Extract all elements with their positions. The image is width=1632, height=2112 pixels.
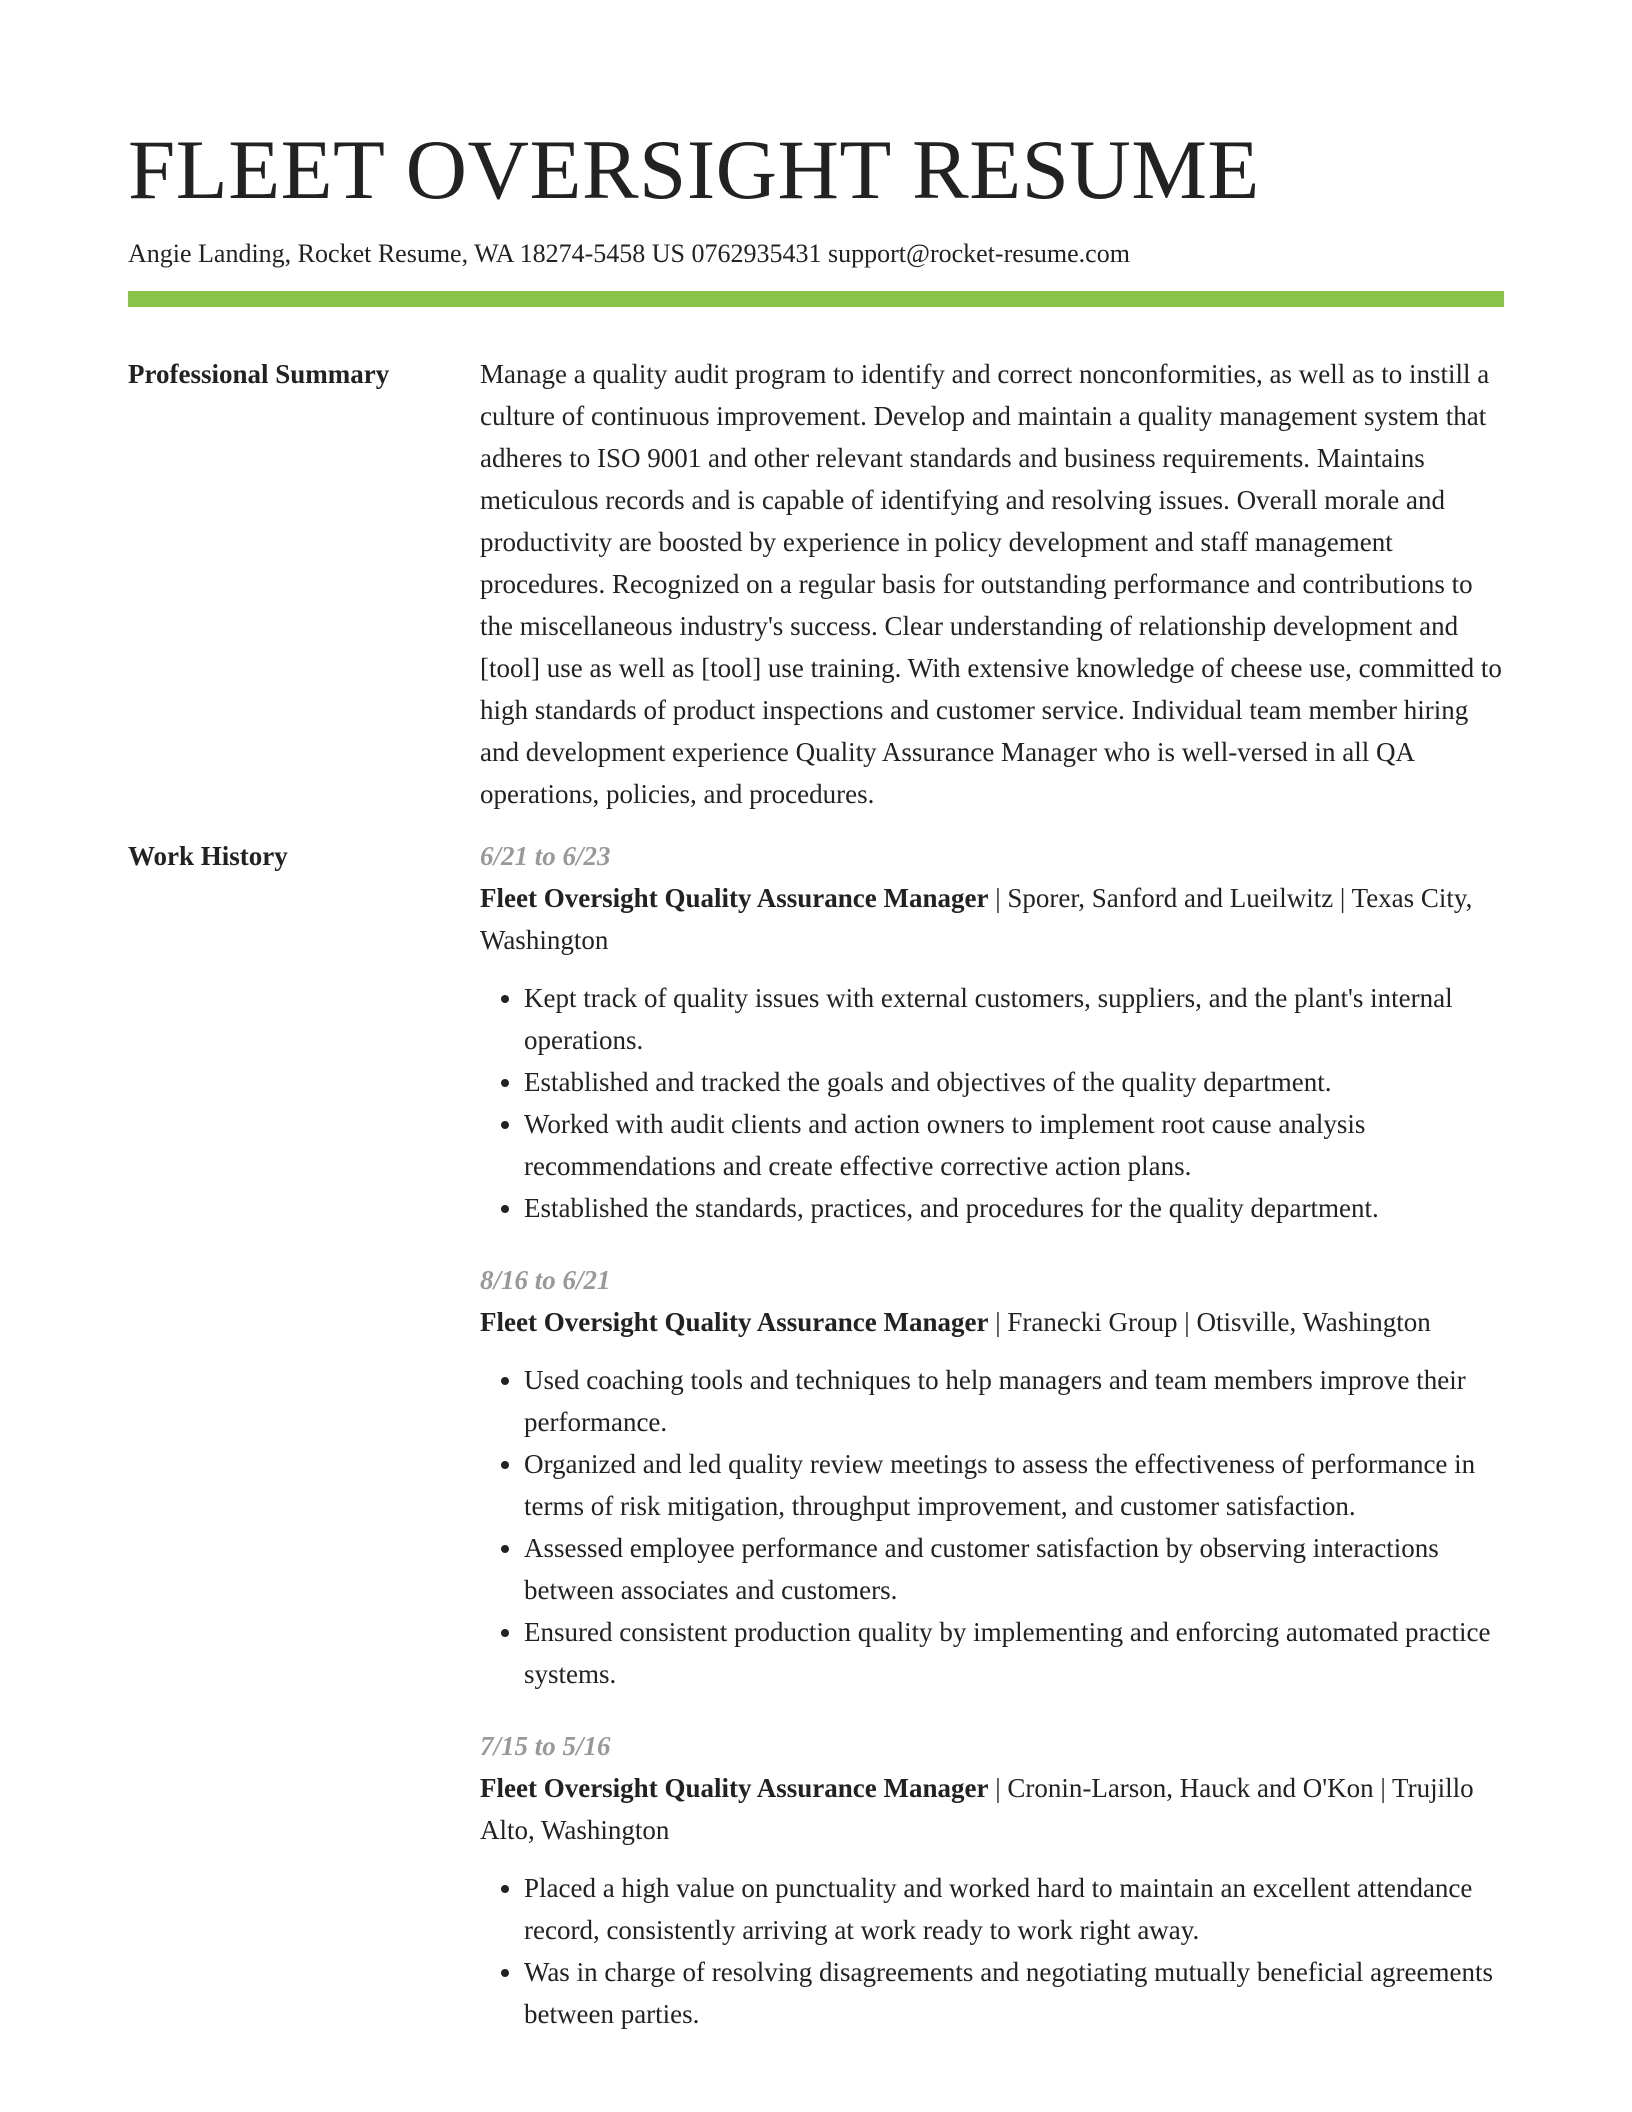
resume-title: FLEET OVERSIGHT RESUME <box>128 123 1260 217</box>
job-duty: • Placed a high value on punctuality and worked hard to maintain an excellent attendance record, consistently arriving at work ready to work right away. <box>524 1867 1504 1951</box>
job-header <box>480 877 1504 961</box>
job-duty: • Organized and led quality review meetings to assess the effectiveness of performance in terms of risk mitigation, throughput improvement, and customer satisfaction. <box>524 1443 1504 1527</box>
job-duties-list <box>480 977 1504 1229</box>
job-header <box>480 1767 1504 1851</box>
job-duty: • Kept track of quality issues with external customers, suppliers, and the plant's internal operations. <box>524 977 1504 1061</box>
summary-body <box>480 353 1504 815</box>
section-heading-summary: Professional Summary <box>128 359 390 389</box>
professional-summary-section <box>128 353 1504 815</box>
job-dates: 8/16 to 6/21 <box>480 1265 611 1295</box>
accent-divider <box>128 291 1504 307</box>
job-duty: • Established the standards, practices, and procedures for the quality department. <box>524 1187 1504 1229</box>
job-header <box>480 1301 1504 1343</box>
job-title: Fleet Oversight Quality Assurance Manager <box>480 883 989 913</box>
job-duties-list <box>480 1867 1504 2035</box>
job-dates: 6/21 to 6/23 <box>480 841 611 871</box>
job-duty: • Used coaching tools and techniques to help managers and team members improve their performance. <box>524 1359 1504 1443</box>
job-duty: • Assessed employee performance and customer satisfaction by observing interactions between associates and customers. <box>524 1527 1504 1611</box>
job-title: Fleet Oversight Quality Assurance Manager <box>480 1307 989 1337</box>
job-company-location: | Franecki Group | Otisville, Washington <box>988 1307 1431 1337</box>
summary-text: Manage a quality audit program to identify and correct nonconformities, as well as to instill a culture of continuous improvement. Develop and maintain a quality management system that adheres to ISO 9001 and other relevant standards and business requirements. Maintains meticulous records and is capable of identifying and resolving issues. Overall morale and productivity are boosted by experience in policy development and staff management procedures. Recognized on a regular basis for outstanding performance and contributions to the miscellaneous industry's success. Clear understanding of relationship development and [tool] use as well as [tool] use training. With extensive knowledge of cheese use, committed to high standards of product inspections and customer service. Individual team member hiring and development experience Quality Assurance Manager who is well-versed in all QA operations, policies, and procedures. <box>480 359 1502 809</box>
job-dates: 7/15 to 5/16 <box>480 1731 611 1761</box>
job-entry <box>480 835 1504 1229</box>
job-title: Fleet Oversight Quality Assurance Manager <box>480 1773 989 1803</box>
job-duty: • Ensured consistent production quality by implementing and enforcing automated practice systems. <box>524 1611 1504 1695</box>
work-history-section <box>128 835 1504 2065</box>
job-entry <box>480 1725 1504 2035</box>
job-company-location: | Sporer, Sanford and Lueilwitz | Texas City, Washington <box>480 883 1473 955</box>
job-duty: • Worked with audit clients and action owners to implement root cause analysis recommendations and create effective corrective action plans. <box>524 1103 1504 1187</box>
contact-line: Angie Landing, Rocket Resume, WA 18274-5458 US 0762935431 support@rocket-resume.com <box>128 239 1130 268</box>
job-duties-list <box>480 1359 1504 1695</box>
job-company-location: | Cronin-Larson, Hauck and O'Kon | Trujillo Alto, Washington <box>480 1773 1474 1845</box>
job-entry <box>480 1259 1504 1695</box>
section-heading-work-history: Work History <box>128 841 288 871</box>
job-duty: • Established and tracked the goals and objectives of the quality department. <box>524 1061 1504 1103</box>
work-history-body <box>480 835 1504 2065</box>
job-duty: • Was in charge of resolving disagreements and negotiating mutually beneficial agreements between parties. <box>524 1951 1504 2035</box>
